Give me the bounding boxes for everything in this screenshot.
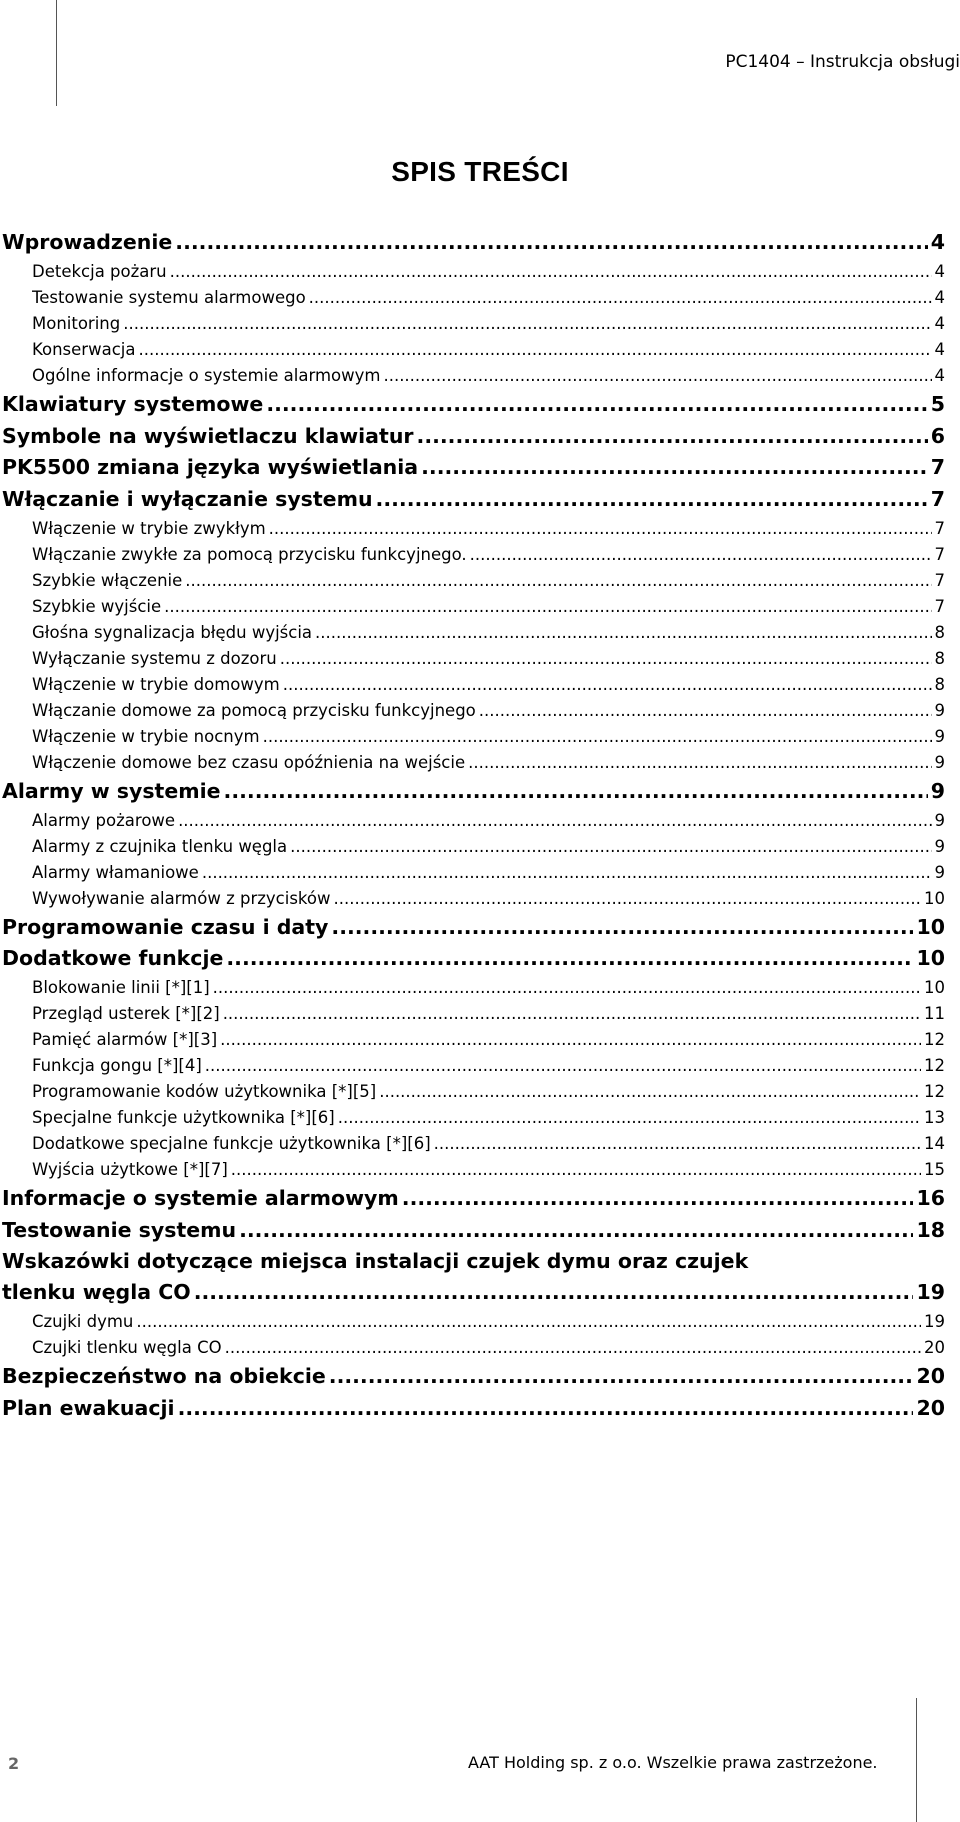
toc-dot-leader [331, 913, 913, 941]
toc-subentry[interactable] [32, 809, 945, 833]
toc-entry-page-number: 4 [934, 340, 945, 359]
toc-entry-page-number: 20 [916, 1364, 945, 1388]
toc-subentry[interactable] [32, 1158, 945, 1182]
toc-subentry[interactable] [32, 569, 945, 593]
toc-entry-title: Wyłączanie systemu z dozoru [32, 648, 277, 668]
toc-subentry[interactable] [32, 1336, 945, 1360]
toc-heading-entry[interactable] [2, 1362, 945, 1390]
toc-dot-leader [309, 286, 932, 310]
toc-dot-leader [338, 1106, 921, 1130]
footer-divider-line [916, 1698, 917, 1822]
toc-dot-leader [266, 390, 927, 418]
toc-dot-leader [136, 1310, 921, 1334]
toc-entry-title: Alarmy pożarowe [32, 810, 176, 830]
toc-entry-page-number: 7 [930, 486, 945, 511]
toc-entry-title: Detekcja pożaru [32, 262, 167, 281]
toc-heading-entry[interactable] [2, 1184, 945, 1212]
toc-entry-title: Włączenie domowe bez czasu opóźnienia na wejście [32, 752, 466, 772]
toc-entry-title: Bezpieczeństwo na obiekcie [2, 1364, 326, 1388]
toc-entry-page-number: 20 [916, 1395, 945, 1420]
toc-entry-page-number: 16 [916, 1186, 945, 1210]
toc-subentry[interactable] [32, 861, 945, 885]
toc-dot-leader [164, 595, 931, 619]
toc-entry-title: Specjalne funkcje użytkownika [*][6] [32, 1108, 335, 1127]
toc-dot-leader [205, 1054, 921, 1078]
page-number: 2 [8, 1754, 20, 1773]
toc-dot-leader [178, 1394, 914, 1422]
toc-entry-page-number: 9 [930, 778, 945, 803]
toc-entry-page-number: 9 [934, 862, 945, 882]
toc-entry-page-number: 9 [934, 752, 945, 772]
toc-entry-title: Ogólne informacje o systemie alarmowym [32, 366, 381, 385]
toc-entry-title: Włączenie w trybie nocnym [32, 726, 260, 746]
toc-subentry[interactable] [32, 1132, 945, 1156]
toc-dot-leader [290, 835, 931, 859]
toc-entry-title: Czujki dymu [32, 1312, 134, 1331]
toc-entry-page-number: 4 [934, 262, 945, 281]
toc-entry-title: Szybkie włączenie [32, 570, 183, 590]
toc-entry-page-number: 19 [916, 1280, 945, 1304]
toc-subentry[interactable] [32, 673, 945, 697]
toc-entry-page-number: 4 [934, 314, 945, 333]
toc-entry-title: Wprowadzenie [2, 230, 173, 254]
toc-entry-page-number: 7 [934, 570, 945, 590]
toc-dot-leader [263, 725, 932, 749]
toc-subentry[interactable] [32, 260, 945, 284]
toc-heading-entry[interactable] [2, 1394, 945, 1422]
toc-dot-leader [315, 621, 931, 645]
toc-dot-leader [223, 1002, 921, 1026]
toc-subentry[interactable] [32, 595, 945, 619]
toc-subentry[interactable] [32, 1002, 945, 1026]
toc-entry-title: Włączanie zwykłe za pomocą przycisku funkcyjnego. [32, 544, 467, 564]
toc-subentry[interactable] [32, 543, 945, 567]
toc-subentry[interactable] [32, 1106, 945, 1130]
toc-subentry[interactable] [32, 1080, 945, 1104]
toc-dot-leader [175, 228, 927, 256]
toc-entry-page-number: 7 [934, 596, 945, 616]
toc-entry-page-number: 7 [934, 544, 945, 564]
toc-entry-page-number: 12 [924, 1082, 945, 1101]
toc-entry-page-number: 9 [934, 726, 945, 746]
toc-entry-title: Wyjścia użytkowe [*][7] [32, 1160, 228, 1179]
toc-dot-leader [383, 364, 931, 388]
toc-subentry[interactable] [32, 1028, 945, 1052]
toc-entry-title: Alarmy włamaniowe [32, 862, 199, 882]
toc-heading-entry[interactable] [2, 422, 945, 450]
toc-entry-page-number: 9 [934, 700, 945, 720]
toc-entry-title: Czujki tlenku węgla CO [32, 1338, 222, 1357]
toc-dot-leader [479, 699, 932, 723]
toc-heading-entry[interactable] [2, 1278, 945, 1306]
toc-dot-leader [333, 887, 921, 911]
toc-entry-title: Klawiatury systemowe [2, 392, 264, 416]
toc-dot-leader [470, 543, 932, 567]
toc-subentry[interactable] [32, 725, 945, 749]
toc-dot-leader [329, 1362, 914, 1390]
toc-dot-leader [417, 422, 928, 450]
toc-entry-title: Włączanie i wyłączanie systemu [2, 486, 373, 511]
toc-dot-leader [468, 751, 931, 775]
toc-entry-page-number: 4 [934, 366, 945, 385]
toc-entry-title: Plan ewakuacji [2, 1395, 175, 1420]
toc-entry-page-number: 4 [930, 230, 945, 254]
toc-heading-entry[interactable] [2, 1216, 945, 1244]
toc-subentry[interactable] [32, 338, 945, 362]
toc-dot-leader [231, 1158, 921, 1182]
toc-dot-leader [280, 647, 932, 671]
toc-entry-title: Dodatkowe specjalne funkcje użytkownika [*][6] [32, 1134, 431, 1153]
toc-entry-page-number: 10 [916, 914, 945, 939]
toc-dot-leader [376, 485, 928, 513]
toc-entry-page-number: 19 [924, 1312, 945, 1331]
toc-dot-leader [225, 1336, 921, 1360]
toc-subentry[interactable] [32, 1054, 945, 1078]
toc-entry-page-number: 14 [924, 1134, 945, 1153]
toc-dot-leader [202, 861, 932, 885]
toc-subentry[interactable] [32, 835, 945, 859]
page-title: SPIS TREŚCI [391, 156, 569, 187]
toc-heading-entry[interactable] [2, 453, 945, 481]
running-header: PC1404 – Instrukcja obsługi [725, 52, 960, 72]
toc-entry-title: Włączenie w trybie zwykłym [32, 518, 266, 538]
toc-dot-leader [220, 1028, 921, 1052]
toc-subentry[interactable] [32, 1310, 945, 1334]
toc-entry-page-number: 9 [934, 836, 945, 856]
toc-subentry[interactable] [32, 286, 945, 310]
toc-dot-leader [283, 673, 932, 697]
toc-entry-title: Programowanie kodów użytkownika [*][5] [32, 1082, 377, 1101]
toc-entry-title: Włączenie w trybie domowym [32, 674, 280, 694]
toc-dot-leader [138, 338, 931, 362]
toc-entry-title: Głośna sygnalizacja błędu wyjścia [32, 622, 313, 642]
toc-entry-title: Symbole na wyświetlaczu klawiatur [2, 423, 414, 448]
toc-subentry[interactable] [32, 699, 945, 723]
toc-heading-entry[interactable] [2, 944, 945, 972]
toc-entry-title: Alarmy z czujnika tlenku węgla [32, 836, 288, 856]
toc-subentry[interactable] [32, 621, 945, 645]
toc-heading-entry[interactable] [2, 390, 945, 418]
header-divider-line [56, 0, 57, 106]
toc-entry-page-number: 6 [930, 423, 945, 448]
toc-dot-leader [185, 569, 931, 593]
toc-entry-title: Konserwacja [32, 340, 136, 359]
toc-entry-page-number: 8 [934, 648, 945, 668]
toc-dot-leader [194, 1278, 914, 1306]
toc-dot-leader [269, 517, 932, 541]
toc-subentry[interactable] [32, 647, 945, 671]
toc-entry-title: Blokowanie linii [*][1] [32, 978, 210, 997]
toc-entry-page-number: 5 [930, 392, 945, 416]
toc-subentry[interactable] [32, 364, 945, 388]
toc-dot-leader [434, 1132, 921, 1156]
toc-entry-page-number: 10 [916, 946, 945, 970]
toc-entry-page-number: 20 [924, 1338, 945, 1357]
toc-entry-title: Informacje o systemie alarmowym [2, 1186, 399, 1210]
toc-entry-title: Programowanie czasu i daty [2, 914, 329, 939]
toc-dot-leader [213, 976, 921, 1000]
toc-entry-title: Pamięć alarmów [*][3] [32, 1030, 218, 1049]
toc-entry-title: Szybkie wyjście [32, 596, 162, 616]
toc-entry-title: Funkcja gongu [*][4] [32, 1056, 202, 1075]
toc-dot-leader [224, 777, 928, 805]
toc-entry-page-number: 7 [930, 455, 945, 479]
toc-entry-title: Testowanie systemu alarmowego [32, 288, 306, 307]
toc-dot-leader [421, 453, 928, 481]
toc-entry-page-number: 9 [934, 810, 945, 830]
toc-entry-title: Dodatkowe funkcje [2, 946, 224, 970]
toc-dot-leader [379, 1080, 921, 1104]
toc-heading-entry[interactable] [2, 913, 945, 941]
toc-heading-entry[interactable] [2, 228, 945, 256]
toc-entry-page-number: 4 [934, 288, 945, 307]
toc-heading-first-line[interactable]: Wskazówki dotyczące miejsca instalacji czujek dymu oraz czujek [2, 1249, 749, 1273]
toc-dot-leader [226, 944, 913, 972]
toc-entry-page-number: 15 [924, 1160, 945, 1179]
toc-entry-title: Alarmy w systemie [2, 778, 221, 803]
toc-entry-title: PK5500 zmiana języka wyświetlania [2, 455, 419, 479]
toc-entry-title: Wywoływanie alarmów z przycisków [32, 888, 331, 908]
toc-subentry[interactable] [32, 887, 945, 911]
toc-entry-page-number: 7 [934, 518, 945, 538]
toc-heading-entry[interactable] [2, 485, 945, 513]
toc-dot-leader [239, 1216, 913, 1244]
toc-entry-title: Włączanie domowe za pomocą przycisku funkcyjnego [32, 700, 476, 720]
toc-entry-title: Testowanie systemu [2, 1217, 237, 1242]
toc-entry-page-number: 13 [924, 1108, 945, 1127]
toc-heading-entry[interactable] [2, 777, 945, 805]
copyright-footer: AAT Holding sp. z o.o. Wszelkie prawa zastrzeżone. [468, 1753, 878, 1772]
toc-entry-page-number: 10 [924, 978, 945, 997]
toc-subentry[interactable] [32, 517, 945, 541]
toc-entry-title: Przegląd usterek [*][2] [32, 1004, 220, 1023]
toc-entry-page-number: 18 [916, 1217, 945, 1242]
toc-subentry[interactable] [32, 976, 945, 1000]
toc-dot-leader [402, 1184, 914, 1212]
toc-dot-leader [170, 260, 932, 284]
toc-entry-title: Monitoring [32, 314, 121, 333]
toc-entry-page-number: 8 [934, 622, 945, 642]
toc-entry-page-number: 11 [924, 1004, 945, 1023]
toc-entry-page-number: 12 [924, 1056, 945, 1075]
toc-entry-page-number: 12 [924, 1030, 945, 1049]
toc-subentry[interactable] [32, 751, 945, 775]
toc-dot-leader [178, 809, 931, 833]
toc-dot-leader [123, 312, 931, 336]
toc-entry-page-number: 10 [924, 888, 945, 908]
toc-entry-page-number: 8 [934, 674, 945, 694]
toc-entry-title: tlenku węgla CO [2, 1280, 191, 1304]
toc-subentry[interactable] [32, 312, 945, 336]
